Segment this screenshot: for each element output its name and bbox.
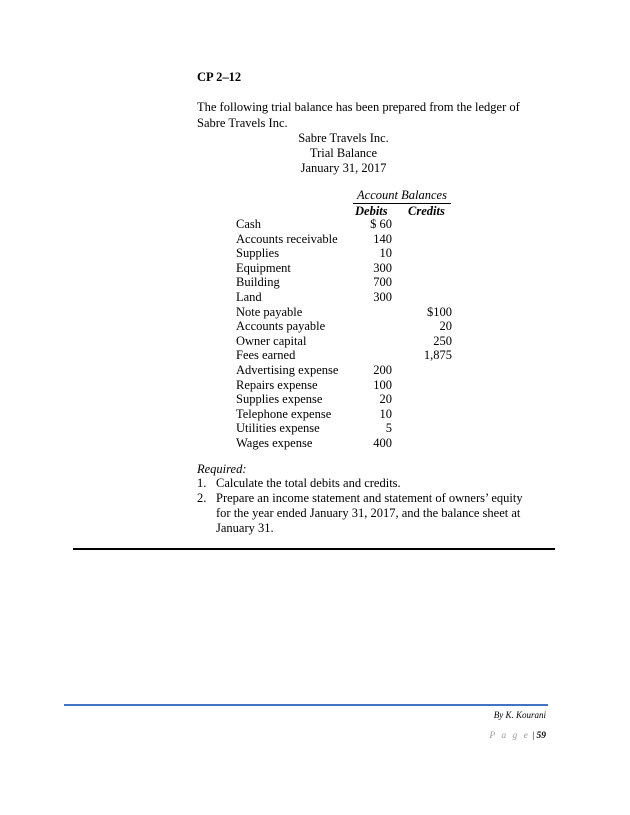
debit-amount: $ 60 xyxy=(370,217,392,231)
table-row xyxy=(236,319,456,334)
required-item-line: Calculate the total debits and credits. xyxy=(216,476,401,490)
section-divider xyxy=(73,548,555,550)
required-item-line: Prepare an income statement and statement of owners’ equity xyxy=(216,491,523,505)
account-name: Advertising expense xyxy=(236,362,339,377)
account-name: Wages expense xyxy=(236,435,313,450)
table-row xyxy=(236,334,456,349)
account-name: Equipment xyxy=(236,260,291,275)
table-row xyxy=(236,348,456,363)
account-balances-header: Account Balances xyxy=(353,188,451,204)
table-row xyxy=(236,363,456,378)
account-name: Repairs expense xyxy=(236,377,318,392)
account-name: Fees earned xyxy=(236,348,296,363)
required-item-number: 2. xyxy=(197,491,207,505)
required-item-2 xyxy=(197,491,523,536)
credit-amount: $100 xyxy=(427,304,452,319)
debit-amount: 10 xyxy=(379,246,392,261)
debit-amount: 700 xyxy=(373,275,392,290)
table-row xyxy=(236,217,456,232)
account-name: Building xyxy=(236,275,280,290)
account-name: Owner capital xyxy=(236,333,307,348)
account-name: Note payable xyxy=(236,304,303,319)
problem-intro xyxy=(197,99,520,131)
table-row xyxy=(236,421,456,436)
table-row xyxy=(236,305,456,320)
account-name: Supplies expense xyxy=(236,392,323,407)
trial-balance-rows xyxy=(236,217,456,451)
debit-amount: 140 xyxy=(373,231,392,246)
account-name: Supplies xyxy=(236,246,280,261)
report-name: Trial Balance xyxy=(309,146,378,160)
table-row xyxy=(236,261,456,276)
page-number xyxy=(489,731,546,741)
table-row xyxy=(236,436,456,451)
author-credit: By K. Kourani xyxy=(493,710,546,720)
debit-amount: 300 xyxy=(373,260,392,275)
debit-amount: 10 xyxy=(379,406,392,421)
table-row xyxy=(236,378,456,393)
debits-header: Debits xyxy=(355,204,388,218)
intro-line-1: The following trial balance has been prepared from the ledger of xyxy=(197,100,520,114)
debit-amount: 20 xyxy=(379,392,392,407)
page-number-value: 59 xyxy=(536,731,546,741)
account-name: Land xyxy=(236,289,262,304)
required-item-1 xyxy=(197,476,523,491)
account-name: Telephone expense xyxy=(236,406,332,421)
required-list xyxy=(197,476,523,536)
debit-amount: 400 xyxy=(373,435,392,450)
table-row xyxy=(236,275,456,290)
footer-divider xyxy=(64,704,548,706)
debit-amount: 5 xyxy=(385,421,392,436)
account-name: Utilities expense xyxy=(236,421,320,436)
page-separator: | xyxy=(532,731,535,741)
account-name: Accounts payable xyxy=(236,319,326,334)
required-label: Required: xyxy=(197,462,247,476)
required-item-number: 1. xyxy=(197,476,207,490)
required-item-line: January 31. xyxy=(216,521,274,535)
table-row xyxy=(236,407,456,422)
credits-header: Credits xyxy=(408,204,445,218)
page-word: P a g e xyxy=(489,731,530,741)
debit-amount: 300 xyxy=(373,289,392,304)
credit-amount: 250 xyxy=(433,333,452,348)
report-date: January 31, 2017 xyxy=(300,161,387,175)
credit-amount: 20 xyxy=(439,319,452,334)
company-name: Sabre Travels Inc. xyxy=(298,131,389,145)
credit-amount: 1,875 xyxy=(423,348,452,363)
debit-amount: 200 xyxy=(373,362,392,377)
account-name: Accounts receivable xyxy=(236,231,338,246)
debit-amount: 100 xyxy=(373,377,392,392)
required-item-line: for the year ended January 31, 2017, and the balance sheet at xyxy=(216,506,521,520)
table-row xyxy=(236,392,456,407)
problem-title: CP 2–12 xyxy=(197,70,242,84)
table-row xyxy=(236,232,456,247)
table-row xyxy=(236,246,456,261)
intro-line-2: Sabre Travels Inc. xyxy=(197,116,288,130)
account-name: Cash xyxy=(236,217,261,231)
table-row xyxy=(236,290,456,305)
